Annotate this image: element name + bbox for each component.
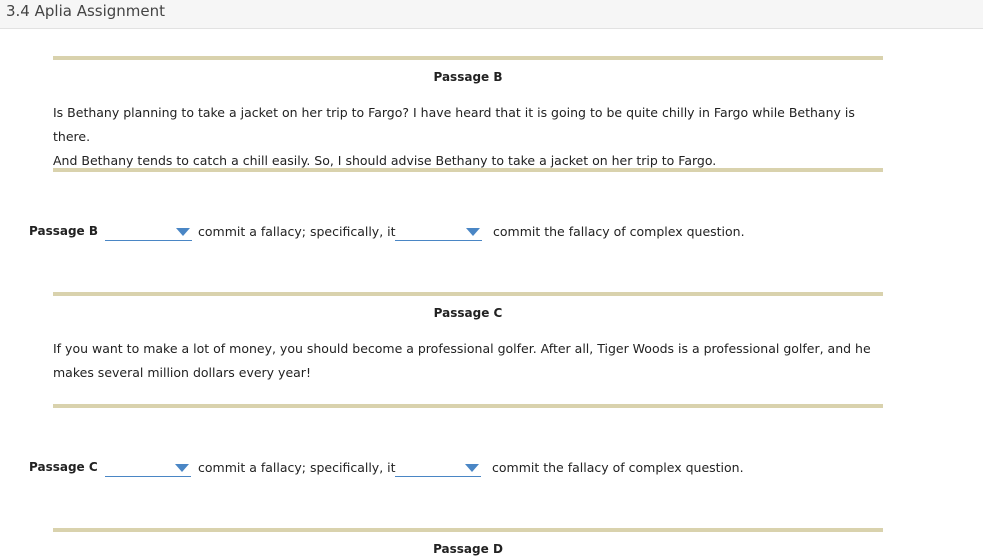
passage-c-title: Passage C [433, 306, 503, 320]
chevron-down-icon [175, 464, 189, 472]
question-c-label: Passage C [29, 460, 98, 474]
question-c-middle-text: commit a fallacy; specifically, it [198, 460, 396, 475]
passage-d-title: Passage D [433, 542, 503, 556]
passage-d-top-rule [53, 528, 883, 532]
question-b-dropdown-2[interactable] [395, 225, 482, 241]
app-header [0, 0, 983, 29]
passage-c-text [53, 337, 883, 385]
chevron-down-icon [176, 228, 190, 236]
question-c-dropdown-1[interactable] [105, 461, 191, 477]
passage-b-text [53, 101, 883, 173]
passage-b-bottom-rule [53, 168, 883, 172]
passage-c-top-rule [53, 292, 883, 296]
passage-c-bottom-rule [53, 404, 883, 408]
passage-b-line-1: Is Bethany planning to take a jacket on her trip to Fargo? I have heard that it is going to be quite chilly in Fargo while Bethany is there. [53, 105, 855, 144]
question-b-dropdown-1[interactable] [105, 225, 192, 241]
passage-b-line-2: And Bethany tends to catch a chill easily. So, I should advise Bethany to take a jacket on her trip to Fargo. [53, 153, 717, 168]
question-b-label: Passage B [29, 224, 99, 238]
page-title: 3.4 Aplia Assignment [6, 2, 166, 20]
question-c-dropdown-2[interactable] [395, 461, 481, 477]
question-c-end-text: commit the fallacy of complex question. [492, 460, 744, 475]
chevron-down-icon [465, 464, 479, 472]
passage-c-line-2: makes several million dollars every year! [53, 365, 311, 380]
passage-c-line-1: If you want to make a lot of money, you should become a professional golfer. After all, Tiger Woods is a professional golfer, and he [53, 341, 871, 356]
passage-b-top-rule [53, 56, 883, 60]
passage-b-title: Passage B [433, 70, 503, 84]
chevron-down-icon [466, 228, 480, 236]
question-b-middle-text: commit a fallacy; specifically, it [198, 224, 396, 239]
question-b-end-text: commit the fallacy of complex question. [493, 224, 745, 239]
